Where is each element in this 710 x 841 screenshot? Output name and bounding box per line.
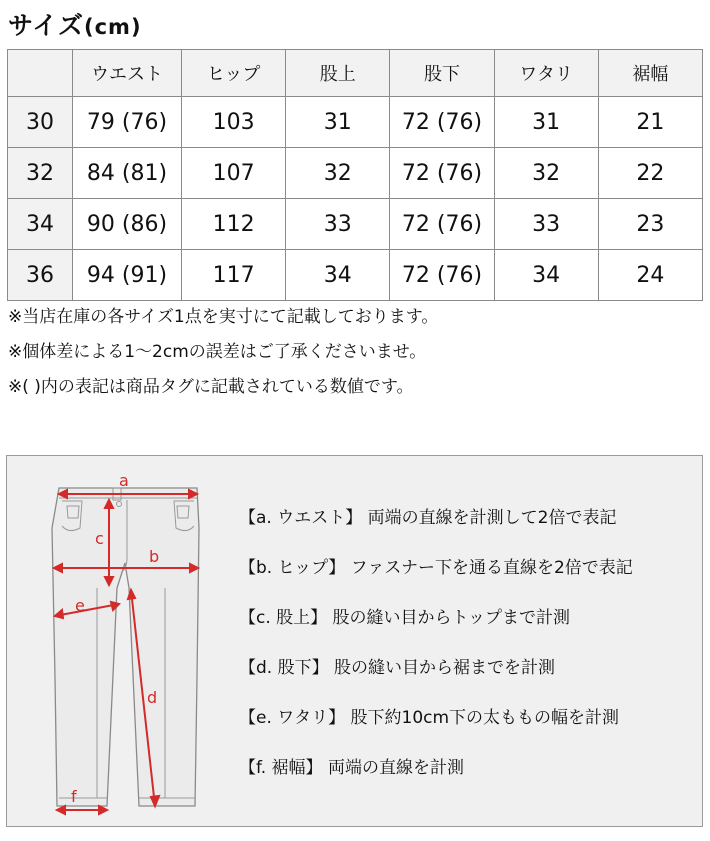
table-header-cell: 股上	[286, 50, 390, 97]
pants-illustration	[47, 468, 217, 818]
table-cell: 34	[8, 199, 73, 250]
table-header-cell	[8, 50, 73, 97]
legend-item: 【f. 裾幅】 両端の直線を計測	[239, 758, 464, 778]
label-e: e	[75, 596, 85, 615]
table-cell: 117	[182, 250, 286, 301]
table-header-cell: ウエスト	[73, 50, 182, 97]
label-b: b	[149, 547, 160, 566]
table-cell: 33	[494, 199, 598, 250]
table-header-cell: 裾幅	[598, 50, 702, 97]
table-cell: 72 (76)	[390, 199, 494, 250]
table-cell: 107	[182, 148, 286, 199]
legend-item: 【a. ウエスト】 両端の直線を計測して2倍で表記	[239, 508, 617, 528]
pants-outline	[52, 488, 199, 806]
table-cell: 23	[598, 199, 702, 250]
page-title	[8, 6, 142, 42]
table-cell: 32	[8, 148, 73, 199]
table-cell: 21	[598, 97, 702, 148]
table-cell: 22	[598, 148, 702, 199]
table-cell: 32	[494, 148, 598, 199]
label-d: d	[147, 688, 158, 707]
table-cell: 72 (76)	[390, 250, 494, 301]
note-line: ※( )内の表記は商品タグに記載されている数値です。	[8, 377, 414, 397]
table-cell: 34	[286, 250, 390, 301]
label-a: a	[119, 471, 129, 490]
size-table	[7, 49, 703, 301]
table-header-cell: ワタリ	[494, 50, 598, 97]
notes	[8, 300, 438, 405]
table-cell: 36	[8, 250, 73, 301]
table-cell: 31	[286, 97, 390, 148]
table-header-cell: 股下	[390, 50, 494, 97]
table-header-row	[8, 50, 703, 97]
note-line: ※個体差による1〜2cmの誤差はご了承くださいませ。	[8, 342, 427, 362]
measurement-legend	[239, 506, 633, 806]
table-cell: 72 (76)	[390, 148, 494, 199]
table-cell: 84 (81)	[73, 148, 182, 199]
table-cell: 103	[182, 97, 286, 148]
measurement-diagram	[6, 455, 703, 827]
table-cell: 30	[8, 97, 73, 148]
label-f: f	[71, 787, 77, 806]
table-cell: 79 (76)	[73, 97, 182, 148]
title-unit: (cm)	[84, 15, 142, 39]
legend-item: 【e. ワタリ】 股下約10cm下の太ももの幅を計測	[239, 708, 620, 728]
legend-item: 【d. 股下】 股の縫い目から裾までを計測	[239, 658, 556, 678]
table-row	[8, 250, 703, 301]
label-c: c	[95, 529, 104, 548]
legend-item: 【b. ヒップ】 ファスナー下を通る直線を2倍で表記	[239, 558, 633, 578]
table-cell: 31	[494, 97, 598, 148]
title-main: サイズ	[8, 11, 85, 40]
table-cell: 33	[286, 199, 390, 250]
table-cell: 34	[494, 250, 598, 301]
table-cell: 94 (91)	[73, 250, 182, 301]
table-cell: 90 (86)	[73, 199, 182, 250]
table-cell: 32	[286, 148, 390, 199]
table-cell: 24	[598, 250, 702, 301]
table-cell: 72 (76)	[390, 97, 494, 148]
table-row	[8, 199, 703, 250]
note-line: ※当店在庫の各サイズ1点を実寸にて記載しております。	[8, 307, 439, 327]
table-header-cell: ヒップ	[182, 50, 286, 97]
legend-item: 【c. 股上】 股の縫い目からトップまで計測	[239, 608, 571, 628]
table-cell: 112	[182, 199, 286, 250]
table-row	[8, 97, 703, 148]
table-row	[8, 148, 703, 199]
